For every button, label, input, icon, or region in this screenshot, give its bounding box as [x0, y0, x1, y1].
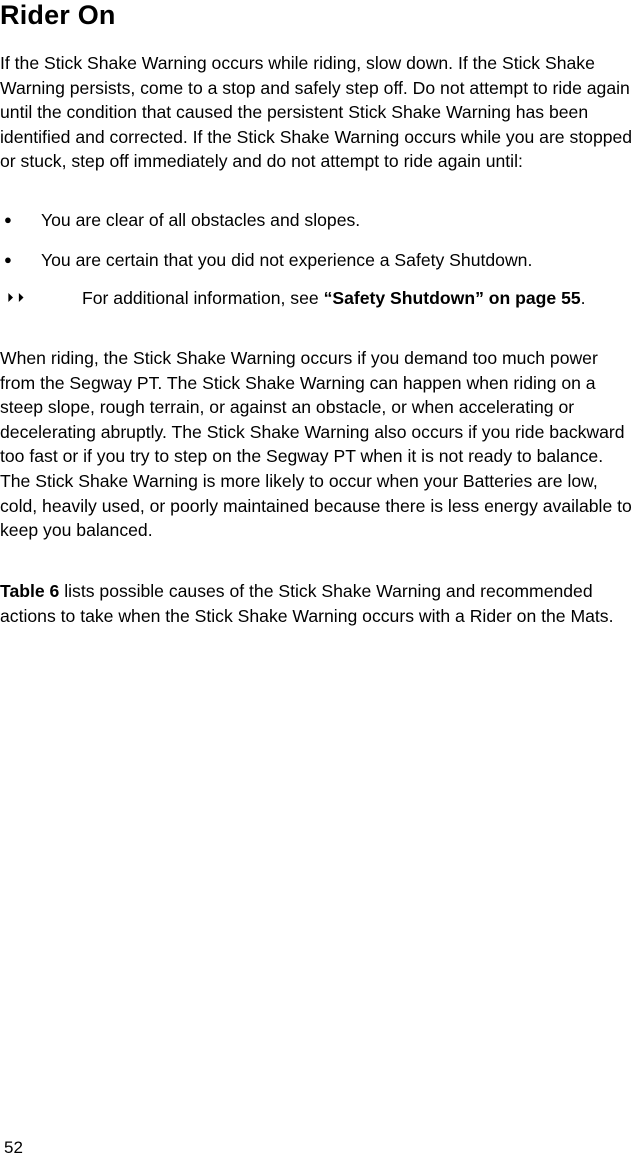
bullet-text: You are clear of all obstacles and slopes.	[41, 210, 361, 230]
bullet-dot-icon: ●	[4, 212, 12, 227]
table-reference-link[interactable]: Table 6	[0, 581, 60, 601]
cross-reference-text	[82, 286, 622, 311]
table-reference-text: lists possible causes of the Stick Shake Warning and recommended actions to take when the Stick Shake Warning occurs with a Rider on the Mats.	[0, 581, 614, 626]
table-reference-paragraph	[0, 579, 637, 628]
intro-paragraph: If the Stick Shake Warning occurs while riding, slow down. If the Stick Shake Warning persists, come to a stop and safely step off. Do not attempt to ride again until the condition that caused the persistent Stick Shake Warning has been identified and corrected. If the Stick Shake Warning occurs while you are stopped or stuck, step off immediately and do not attempt to ride again until:	[0, 53, 633, 172]
bullet-dot-icon: ●	[4, 252, 12, 267]
bullet-text: You are certain that you did not experience a Safety Shutdown.	[41, 250, 533, 270]
explanation-paragraph: When riding, the Stick Shake Warning occurs if you demand too much power from the Segway PT. The Stick Shake Warning can happen when riding on a steep slope, rough terrain, or against an obstacle, or when accelerating or decelerating abruptly. The Stick Shake Warning also occurs if you ride backward too fast or if you try to step on the Segway PT when it is not ready to balance. The Stick Shake Warning is more likely to occur when your Batteries are low, cold, heavily used, or poorly maintained because there is less energy available to keep you balanced.	[0, 348, 632, 541]
page-number: 52	[4, 1138, 23, 1157]
cross-reference-link[interactable]: “Safety Shutdown” on page 55	[323, 288, 581, 308]
cross-reference-suffix: .	[580, 288, 586, 308]
section-title: Rider On	[0, 0, 116, 30]
double-arrow-icon: ⏵⏵	[7, 290, 28, 305]
cross-reference-prefix: For additional information, see	[82, 288, 324, 308]
